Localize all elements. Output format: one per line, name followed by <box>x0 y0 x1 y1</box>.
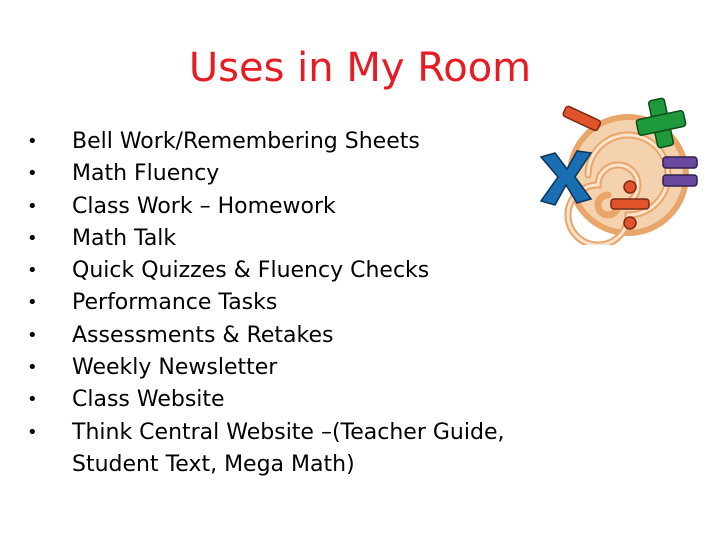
list-item-text: Class Website <box>72 387 225 413</box>
list-item-text-continued: Student Text, Mega Math) <box>72 451 355 477</box>
list-item-text: Assessments & Retakes <box>72 322 334 348</box>
slide-title: Uses in My Room <box>188 45 532 91</box>
bullet-icon: • <box>27 324 38 346</box>
list-item <box>27 320 627 352</box>
bullet-icon: • <box>27 389 38 411</box>
list-item-text: Math Talk <box>72 225 177 251</box>
math-symbols-icon <box>533 95 708 245</box>
bullet-icon: • <box>27 292 38 314</box>
bullet-icon: • <box>27 195 38 217</box>
list-item <box>27 255 627 287</box>
bullet-icon: • <box>27 163 38 185</box>
list-item-text: Math Fluency <box>72 161 220 187</box>
list-item-text: Performance Tasks <box>72 290 278 316</box>
bullet-icon: • <box>27 131 38 152</box>
bullet-icon: • <box>27 357 38 379</box>
list-item-text: Quick Quizzes & Fluency Checks <box>72 258 430 284</box>
minus-icon <box>562 105 601 131</box>
list-item-text: Class Work – Homework <box>72 193 336 219</box>
list-item-text: Bell Work/Remembering Sheets <box>72 129 420 154</box>
bullet-icon: • <box>27 421 38 443</box>
bullet-icon: • <box>27 260 38 282</box>
list-item <box>27 384 627 416</box>
list-item <box>27 287 627 319</box>
list-item-text: Weekly Newsletter <box>72 355 278 381</box>
list-item-text: Think Central Website –(Teacher Guide, <box>72 419 505 445</box>
list-item <box>27 417 627 482</box>
bullet-icon: • <box>27 227 38 249</box>
list-item <box>27 352 627 384</box>
